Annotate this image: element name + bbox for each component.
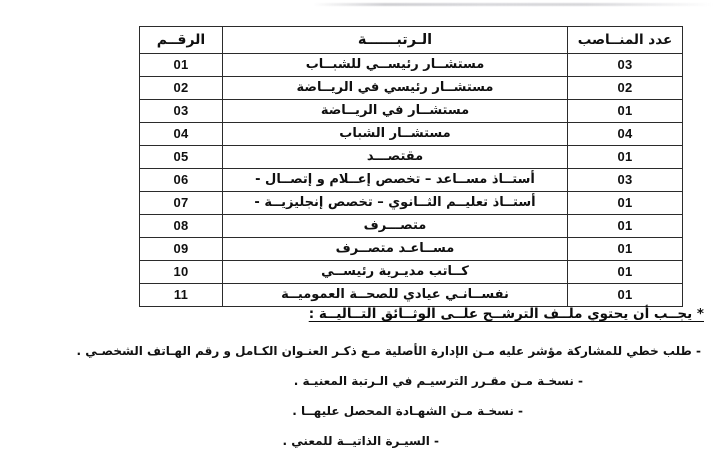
cell-rank: نفســانـي عيادي للصحــة العموميــة xyxy=(223,284,568,307)
cell-rank: أستــاذ تعليــم الثــانوي – تخصص إنجليزيــة - xyxy=(223,192,568,215)
cell-number: 05 xyxy=(140,146,223,169)
cell-number: 10 xyxy=(140,261,223,284)
table-row xyxy=(140,100,683,123)
column-header-number: الرقــم xyxy=(140,27,223,54)
cell-rank: كــاتب مديـرية رئيســي xyxy=(223,261,568,284)
table-body xyxy=(140,54,683,307)
cell-posts: 01 xyxy=(568,100,683,123)
cell-posts: 01 xyxy=(568,215,683,238)
table-row xyxy=(140,284,683,307)
cell-posts: 04 xyxy=(568,123,683,146)
cell-number: 01 xyxy=(140,54,223,77)
cell-rank: أستــاذ مســاعد – تخصص إعــلام و إتصــال - xyxy=(223,169,568,192)
cell-rank: مستشــار رئيسي في الريــاضة xyxy=(223,77,568,100)
requirement-item: - نسخـة مـن الشهـادة المحصل عليهــا . xyxy=(292,404,523,418)
cell-posts: 01 xyxy=(568,146,683,169)
table-header xyxy=(140,27,683,54)
cell-number: 03 xyxy=(140,100,223,123)
table-row xyxy=(140,192,683,215)
cell-number: 06 xyxy=(140,169,223,192)
requirements-heading: * يجــب أن يحتوي ملــف الترشــح علــى الوثــائق التــاليــة : xyxy=(308,306,704,322)
table-row xyxy=(140,146,683,169)
cell-number: 09 xyxy=(140,238,223,261)
table-row xyxy=(140,77,683,100)
cell-posts: 03 xyxy=(568,54,683,77)
cell-rank: متصـــرف xyxy=(223,215,568,238)
cell-posts: 01 xyxy=(568,261,683,284)
cell-number: 11 xyxy=(140,284,223,307)
table-row xyxy=(140,238,683,261)
cell-number: 07 xyxy=(140,192,223,215)
table-row xyxy=(140,261,683,284)
requirement-item: - نسخـة مـن مقـرر الترسيـم في الـرتبة المعنيـة . xyxy=(293,374,583,388)
table-row xyxy=(140,215,683,238)
cell-number: 08 xyxy=(140,215,223,238)
requirements-section xyxy=(0,306,723,448)
scan-artifact-line xyxy=(313,3,713,6)
table-header-row xyxy=(140,27,683,54)
requirement-item: - السيـرة الذاتيــة للمعني . xyxy=(282,434,439,448)
table-row xyxy=(140,54,683,77)
cell-posts: 01 xyxy=(568,192,683,215)
table-row xyxy=(140,169,683,192)
requirements-list xyxy=(0,344,723,448)
requirement-item: - طلب خطي للمشاركة مؤشر عليه مـن الإدارة الأصلية مـع ذكـر العنـوان الكـامل و رقم الهـاتف الشخصـي . xyxy=(76,344,701,358)
cell-rank: مستشــار رئيســي للشبــاب xyxy=(223,54,568,77)
cell-posts: 01 xyxy=(568,284,683,307)
cell-rank: مقتصـــد xyxy=(223,146,568,169)
cell-rank: مستشــار في الريــاضة xyxy=(223,100,568,123)
cell-rank: مستشــار الشباب xyxy=(223,123,568,146)
table-row xyxy=(140,123,683,146)
cell-posts: 03 xyxy=(568,169,683,192)
cell-rank: مســاعـد متصــرف xyxy=(223,238,568,261)
column-header-rank: الـرتبــــــة xyxy=(223,27,568,54)
cell-number: 04 xyxy=(140,123,223,146)
column-header-posts: عدد المنــاصب xyxy=(568,27,683,54)
cell-posts: 02 xyxy=(568,77,683,100)
cell-posts: 01 xyxy=(568,238,683,261)
vacancy-table-container xyxy=(140,26,683,307)
vacancy-table xyxy=(139,26,683,307)
cell-number: 02 xyxy=(140,77,223,100)
